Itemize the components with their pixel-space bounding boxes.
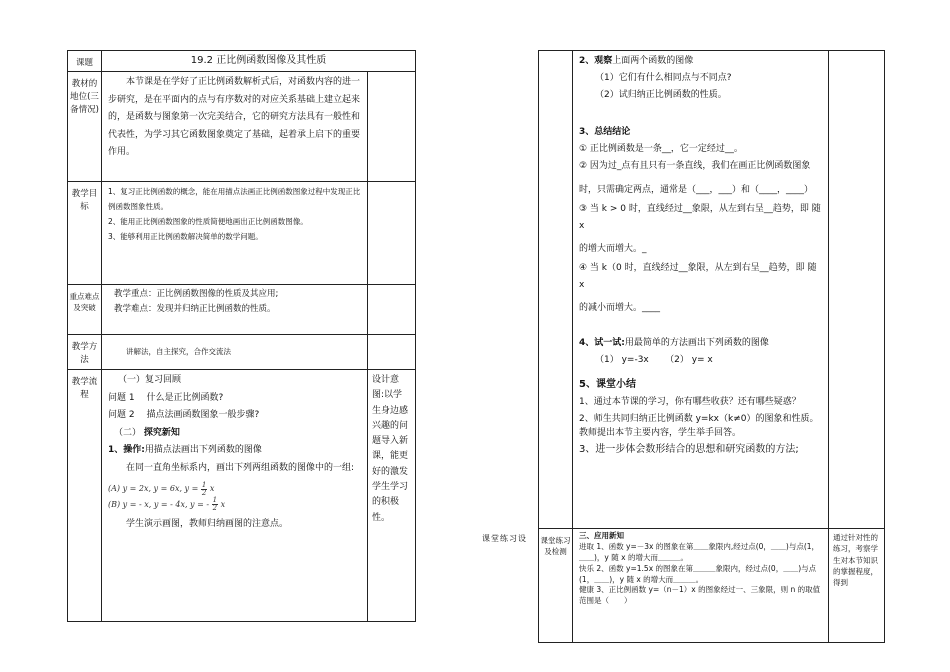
label-jiaocai: 教材的地位(三备情况) [68,72,102,182]
left-page [67,50,416,622]
lesson-title: 19.2 正比例函数图像及其性质 [102,51,416,72]
practice-side-label: 课堂练习设 [482,534,527,543]
mubiao-item-3: 3、能够利用正比例函数解决简单的数学问题。 [108,232,263,241]
xiaojie-1: 1、通过本节课的学习，你有哪些收获？还有哪些疑惑？ [579,397,801,408]
mubiao-text [102,182,368,285]
operation-paragraph: 在同一直角坐标系内，画出下列两组函数的图像中的一组: [126,462,355,473]
observe-title: 2、观察 [579,56,613,66]
label-fangfa: 教学方法 [68,335,102,370]
demo-text: 学生演示画图，教师归纳画图的注意点。 [126,519,289,530]
try-title: 4、试一试: [579,338,625,349]
apply-note: 通过针对性的练习，考察学生对本节知识的掌握程度，得到 [829,529,885,643]
fangfa-text: 讲解法，自主探究，合作交流法 [102,335,368,370]
practice-label: 课堂练习及检测 [539,529,573,643]
right-page [482,50,885,643]
label-keti: 课题 [68,51,102,72]
math-group-a: (A) y = 2x, y = 6x, y = $\frac{1}{2}$ x [108,480,215,497]
xiaojie-title: 5、课堂小结 [579,379,636,391]
right-main-content: 2、观察上面两个函数的图像 （1）它们有什么相同点与不同点? （2）试归纳正比例函数的性质。 3、总结结论 ① 正比例函数是一条__，它一定经过__。 ② 因为过_点有且只有一条直线，我们在画正比例函数图象 时，只需确定两点，通常是（___，___）和（____，____） ③ 当 k > 0 时，直线经过__象限，从左到右呈__趋势，即 随 x 的增大而增大。_ ④ 当 k（0 时，直线经过__象限，从左到右呈__趋势，即 随 x 的减小而增大。____ 4、试一试:用最简单的方法画出下列函数的图像 （1） y=-3x （2） y= x 5、课堂小结 1、通过本节课的学习，你有哪些收获？还有哪些疑惑？ 2、师生共同归纳正比例函数 y=kx（k≠0）的图象和性质。 教师提出本节主要内容，学生举手回答。 3、进一步体会数形结合的思想和研究函数的方法; [573,51,829,529]
conclusion-1: ① 正比例函数是一条__，它一定经过__。 [579,144,743,155]
conclusion-4a: ④ 当 k（0 时，直线经过__象限，从左到右呈__趋势，即 随 x [579,262,817,291]
new-knowledge-title: 探究新知 [143,427,180,438]
jiaocai-text: 本节课是在学好了正比例函数解析式后，对函数内容的进一步研究，是在平面内的点与有序数对的对应关系基础上建立起来的，是函数与图象第一次完美结合，它的研究方法具有一般性和代表性，为学习其它函数图象奠定了基础，起着承上启下的重要作用。 [102,72,368,182]
conclusion-2b: 时，只需确定两点，通常是（___，___）和（____，____） [579,184,814,195]
apply-item-2: 快乐 2、函数 y=1.5x 的图象在第＿＿＿象限内，经过点(0，＿＿)与点(1，＿＿)，y 随 x 的增大而＿＿＿。 [579,563,817,584]
xiaojie-3: 3、进一步体会数形结合的思想和研究函数的方法; [579,444,799,456]
question-2: 问题 2 描点法画函数图象一般步骤? [108,410,260,421]
xiaojie-2: 2、师生共同归纳正比例函数 y=kx（k≠0）的图象和性质。 [579,413,819,424]
mubiao-item-2: 2、能用正比例函数图象的性质简便地画出正比例函数图像。 [108,217,308,226]
try-functions: （1） y=-3x （2） y= x [595,355,713,366]
xiaojie-2b: 教师提出本节主要内容，学生举手回答。 [579,427,742,438]
conclusion-2a: ② 因为过_点有且只有一条直线，我们在画正比例函数图象 [579,161,811,172]
question-1: 问题 1 什么是正比例函数? [108,392,224,403]
summary-title: 3、总结结论 [579,127,631,138]
conclusion-3a: ③ 当 k > 0 时，直线经过__象限，从左到右呈__趋势，即 随 x [579,203,821,231]
operation-label: 1、操作: [108,445,145,456]
apply-item-1: 进取 1、函数 y=－3x 的图象在第＿＿象限内,经过点(0，＿＿)与点(1，＿＿)，y 随 x 的增大而＿＿＿。 [579,541,820,562]
conclusion-4b: 的减小而增大。____ [579,303,661,314]
apply-item-3: 健康 3、正比例函数 y=（n－1）x 的图象经过一、三象限，则 n 的取值范围是（ ） [579,585,821,606]
zhongdian-text: 教学重点：正比例函数图像的性质及其应用; 教学难点：发现并归纳正比例函数的性质。 [102,285,368,335]
right-lesson-table [538,50,885,643]
apply-section [573,529,829,643]
review-title: （一）复习回顾 [118,375,182,385]
mubiao-item-1: 1、复习正比例函数的概念，能在用描点法画正比例函数图象过程中发现正比例函数图象性质。 [108,187,361,211]
math-group-b: (B) y = - x, y = - 4x, y = - $\frac{1}{2}$ x [108,496,226,513]
label-mubiao: 教学目标 [68,182,102,285]
left-lesson-table [67,50,416,622]
apply-title: 三、应用新知 [579,531,624,540]
liucheng-content: （一）复习回顾 问题 1 什么是正比例函数? 问题 2 描点法画函数图象一般步骤? （二） 探究新知 1、操作:用描点法画出下列函数的图像 在同一直角坐标系内，画出下列两组函数的图像中的一组: (A) y = 2x, y = 6x, y = $\frac{1}{2}$ x (B) y = - x, y = - 4x, y = - $\frac{1}{2}$ x 学生演示画图，教师归纳画图的注意点。 [102,370,368,622]
label-liucheng: 教学流程 [68,370,102,622]
label-zhongdian: 重点难点及突破 [68,285,102,335]
conclusion-3b: 的增大而增大。_ [579,243,647,254]
design-intent-note: 设计意图:以学生身边感兴趣的问题导入新课，能更好的激发学生学习的积极性。 [368,370,416,622]
